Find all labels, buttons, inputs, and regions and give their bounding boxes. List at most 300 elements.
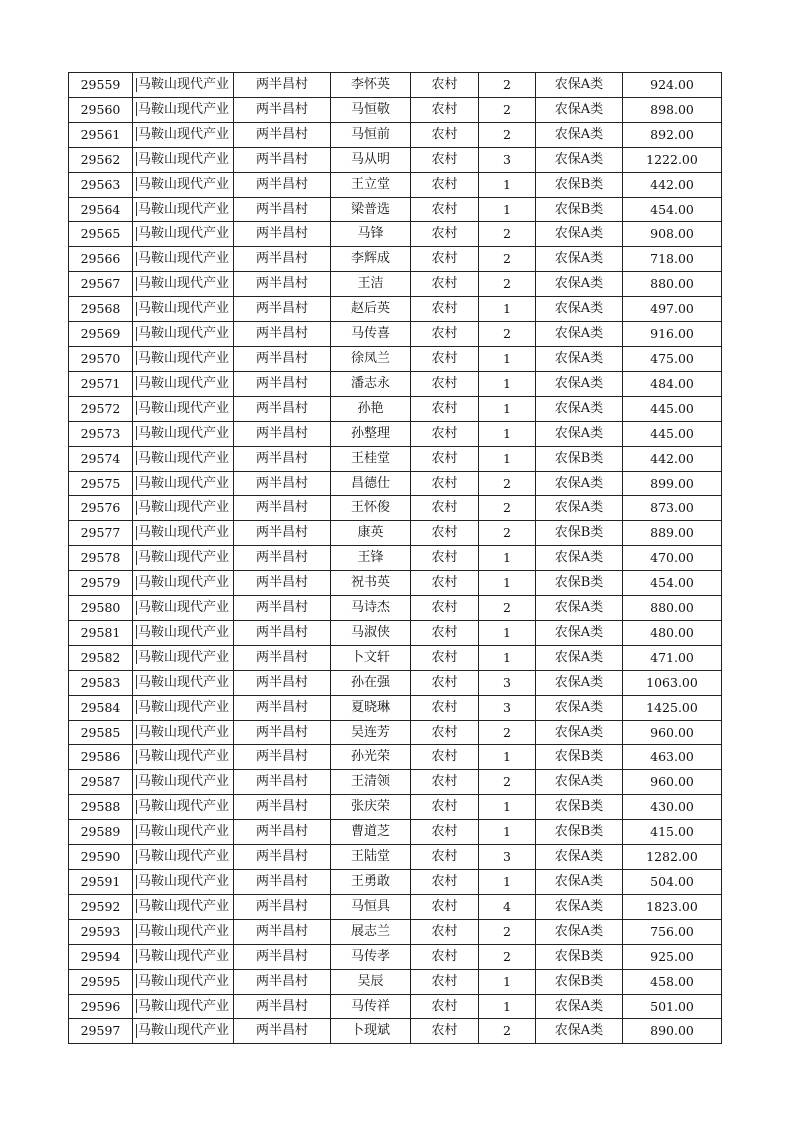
village-cell: 两半昌村 xyxy=(234,695,331,720)
insurance-category-cell: 农保A类 xyxy=(536,720,623,745)
cell-overflow-mark xyxy=(136,227,137,241)
cell-overflow-mark xyxy=(136,102,137,116)
person-name-cell: 卜文轩 xyxy=(331,645,411,670)
table-row xyxy=(69,272,722,297)
person-name-cell: 康英 xyxy=(331,521,411,546)
village-cell: 两半昌村 xyxy=(234,994,331,1019)
amount-cell: 1282.00 xyxy=(623,845,722,870)
member-count-cell: 3 xyxy=(479,670,536,695)
insurance-category-cell: 农保A类 xyxy=(536,546,623,571)
household-type-cell: 农村 xyxy=(411,969,479,994)
table-row xyxy=(69,521,722,546)
village-cell: 两半昌村 xyxy=(234,396,331,421)
organization-cell xyxy=(133,994,234,1019)
table-row xyxy=(69,695,722,720)
member-count-cell: 2 xyxy=(479,97,536,122)
amount-cell: 916.00 xyxy=(623,322,722,347)
cell-overflow-mark xyxy=(136,551,137,565)
household-type-cell: 农村 xyxy=(411,371,479,396)
organization-cell xyxy=(133,944,234,969)
person-name-cell: 梁普选 xyxy=(331,197,411,222)
village-cell: 两半昌村 xyxy=(234,172,331,197)
household-type-cell: 农村 xyxy=(411,770,479,795)
insurance-category-cell: 农保B类 xyxy=(536,944,623,969)
village-cell: 两半昌村 xyxy=(234,770,331,795)
village-cell: 两半昌村 xyxy=(234,745,331,770)
member-count-cell: 2 xyxy=(479,496,536,521)
organization-text: 马鞍山现代产业 xyxy=(138,948,230,964)
organization-cell xyxy=(133,645,234,670)
member-count-cell: 2 xyxy=(479,770,536,795)
organization-text: 马鞍山现代产业 xyxy=(138,251,230,267)
table-row xyxy=(69,1019,722,1044)
record-id-cell: 29588 xyxy=(69,795,133,820)
amount-cell: 475.00 xyxy=(623,346,722,371)
amount-cell: 880.00 xyxy=(623,596,722,621)
cell-overflow-mark xyxy=(136,899,137,913)
table-row xyxy=(69,795,722,820)
cell-overflow-mark xyxy=(136,924,137,938)
amount-cell: 470.00 xyxy=(623,546,722,571)
village-cell: 两半昌村 xyxy=(234,919,331,944)
cell-overflow-mark xyxy=(136,601,137,615)
household-type-cell: 农村 xyxy=(411,322,479,347)
amount-cell: 960.00 xyxy=(623,720,722,745)
organization-text: 马鞍山现代产业 xyxy=(138,301,230,317)
cell-overflow-mark xyxy=(136,800,137,814)
village-cell: 两半昌村 xyxy=(234,670,331,695)
cell-overflow-mark xyxy=(136,302,137,316)
amount-cell: 458.00 xyxy=(623,969,722,994)
insurance-category-cell: 农保A类 xyxy=(536,845,623,870)
organization-text: 马鞍山现代产业 xyxy=(138,77,230,92)
cell-overflow-mark xyxy=(136,700,137,714)
amount-cell: 430.00 xyxy=(623,795,722,820)
record-id-cell: 29564 xyxy=(69,197,133,222)
person-name-cell: 马传喜 xyxy=(331,322,411,347)
insurance-category-cell: 农保A类 xyxy=(536,147,623,172)
household-type-cell: 农村 xyxy=(411,994,479,1019)
person-name-cell: 曹道芝 xyxy=(331,820,411,845)
cell-overflow-mark xyxy=(136,675,137,689)
organization-cell xyxy=(133,97,234,122)
cell-overflow-mark xyxy=(136,152,137,166)
member-count-cell: 2 xyxy=(479,222,536,247)
amount-cell: 454.00 xyxy=(623,571,722,596)
record-id-cell: 29596 xyxy=(69,994,133,1019)
cell-overflow-mark xyxy=(136,974,137,988)
table-row xyxy=(69,670,722,695)
village-cell: 两半昌村 xyxy=(234,322,331,347)
organization-text: 马鞍山现代产业 xyxy=(138,874,230,889)
organization-cell xyxy=(133,969,234,994)
village-cell: 两半昌村 xyxy=(234,795,331,820)
village-cell: 两半昌村 xyxy=(234,147,331,172)
person-name-cell: 马淑侠 xyxy=(331,620,411,645)
household-type-cell: 农村 xyxy=(411,695,479,720)
organization-cell xyxy=(133,122,234,147)
member-count-cell: 2 xyxy=(479,122,536,147)
household-type-cell: 农村 xyxy=(411,172,479,197)
household-type-cell: 农村 xyxy=(411,546,479,571)
organization-text: 马鞍山现代产业 xyxy=(138,326,230,342)
village-cell: 两半昌村 xyxy=(234,521,331,546)
organization-text: 马鞍山现代产业 xyxy=(138,799,230,815)
amount-cell: 471.00 xyxy=(623,645,722,670)
amount-cell: 442.00 xyxy=(623,172,722,197)
person-name-cell: 孙艳 xyxy=(331,396,411,421)
village-cell: 两半昌村 xyxy=(234,371,331,396)
insurance-category-cell: 农保A类 xyxy=(536,596,623,621)
organization-cell xyxy=(133,172,234,197)
organization-cell xyxy=(133,571,234,596)
organization-text: 马鞍山现代产业 xyxy=(138,400,230,416)
household-type-cell: 农村 xyxy=(411,670,479,695)
cell-overflow-mark xyxy=(136,825,137,839)
record-id-cell: 29590 xyxy=(69,845,133,870)
insurance-category-cell: 农保A类 xyxy=(536,396,623,421)
cell-overflow-mark xyxy=(136,177,137,191)
table-row xyxy=(69,446,722,471)
insurance-category-cell: 农保B类 xyxy=(536,521,623,546)
member-count-cell: 2 xyxy=(479,73,536,98)
village-cell: 两半昌村 xyxy=(234,1019,331,1044)
household-type-cell: 农村 xyxy=(411,496,479,521)
table-row xyxy=(69,396,722,421)
record-id-cell: 29586 xyxy=(69,745,133,770)
table-row xyxy=(69,919,722,944)
village-cell: 两半昌村 xyxy=(234,571,331,596)
organization-text: 马鞍山现代产业 xyxy=(138,600,230,616)
household-type-cell: 农村 xyxy=(411,272,479,297)
insurance-category-cell: 农保B类 xyxy=(536,745,623,770)
cell-overflow-mark xyxy=(136,576,137,590)
table-row xyxy=(69,720,722,745)
amount-cell: 873.00 xyxy=(623,496,722,521)
organization-text: 马鞍山现代产业 xyxy=(138,575,230,591)
organization-text: 马鞍山现代产业 xyxy=(138,176,230,192)
village-cell: 两半昌村 xyxy=(234,845,331,870)
member-count-cell: 2 xyxy=(479,720,536,745)
village-cell: 两半昌村 xyxy=(234,97,331,122)
record-id-cell: 29566 xyxy=(69,247,133,272)
person-name-cell: 吴辰 xyxy=(331,969,411,994)
record-id-cell: 29559 xyxy=(69,73,133,98)
member-count-cell: 3 xyxy=(479,147,536,172)
organization-text: 马鞍山现代产业 xyxy=(138,923,230,939)
table-row xyxy=(69,297,722,322)
household-type-cell: 农村 xyxy=(411,571,479,596)
member-count-cell: 2 xyxy=(479,596,536,621)
village-cell: 两半昌村 xyxy=(234,720,331,745)
insurance-category-cell: 农保A类 xyxy=(536,73,623,98)
record-id-cell: 29567 xyxy=(69,272,133,297)
household-type-cell: 农村 xyxy=(411,944,479,969)
person-name-cell: 孙光荣 xyxy=(331,745,411,770)
table-row xyxy=(69,845,722,870)
record-id-cell: 29563 xyxy=(69,172,133,197)
person-name-cell: 张庆荣 xyxy=(331,795,411,820)
insurance-category-cell: 农保B类 xyxy=(536,197,623,222)
organization-cell xyxy=(133,371,234,396)
household-type-cell: 农村 xyxy=(411,845,479,870)
person-name-cell: 马锋 xyxy=(331,222,411,247)
cell-overflow-mark xyxy=(136,850,137,864)
records-table xyxy=(68,72,722,1044)
organization-cell xyxy=(133,820,234,845)
person-name-cell: 马恒具 xyxy=(331,894,411,919)
record-id-cell: 29573 xyxy=(69,421,133,446)
household-type-cell: 农村 xyxy=(411,396,479,421)
person-name-cell: 马诗杰 xyxy=(331,596,411,621)
cell-overflow-mark xyxy=(136,351,137,365)
record-id-cell: 29579 xyxy=(69,571,133,596)
member-count-cell: 1 xyxy=(479,197,536,222)
insurance-category-cell: 农保B类 xyxy=(536,969,623,994)
record-id-cell: 29595 xyxy=(69,969,133,994)
household-type-cell: 农村 xyxy=(411,421,479,446)
organization-cell xyxy=(133,795,234,820)
organization-text: 马鞍山现代产业 xyxy=(138,724,230,740)
insurance-category-cell: 农保A类 xyxy=(536,122,623,147)
village-cell: 两半昌村 xyxy=(234,820,331,845)
person-name-cell: 昌德仕 xyxy=(331,471,411,496)
member-count-cell: 2 xyxy=(479,322,536,347)
member-count-cell: 1 xyxy=(479,396,536,421)
cell-overflow-mark xyxy=(136,252,137,266)
organization-cell xyxy=(133,147,234,172)
household-type-cell: 农村 xyxy=(411,521,479,546)
member-count-cell: 2 xyxy=(479,521,536,546)
village-cell: 两半昌村 xyxy=(234,546,331,571)
cell-overflow-mark xyxy=(136,277,137,291)
village-cell: 两半昌村 xyxy=(234,944,331,969)
member-count-cell: 4 xyxy=(479,894,536,919)
table-row xyxy=(69,346,722,371)
cell-overflow-mark xyxy=(136,1024,137,1038)
household-type-cell: 农村 xyxy=(411,197,479,222)
table-row xyxy=(69,969,722,994)
organization-text: 马鞍山现代产业 xyxy=(138,475,230,491)
insurance-category-cell: 农保A类 xyxy=(536,297,623,322)
household-type-cell: 农村 xyxy=(411,919,479,944)
organization-cell xyxy=(133,919,234,944)
organization-cell xyxy=(133,322,234,347)
amount-cell: 899.00 xyxy=(623,471,722,496)
person-name-cell: 卜现斌 xyxy=(331,1019,411,1044)
member-count-cell: 1 xyxy=(479,745,536,770)
member-count-cell: 1 xyxy=(479,346,536,371)
person-name-cell: 王怀俊 xyxy=(331,496,411,521)
person-name-cell: 王锋 xyxy=(331,546,411,571)
organization-text: 马鞍山现代产业 xyxy=(138,824,230,840)
organization-cell xyxy=(133,546,234,571)
record-id-cell: 29589 xyxy=(69,820,133,845)
village-cell: 两半昌村 xyxy=(234,421,331,446)
person-name-cell: 展志兰 xyxy=(331,919,411,944)
cell-overflow-mark xyxy=(136,327,137,341)
record-id-cell: 29585 xyxy=(69,720,133,745)
amount-cell: 497.00 xyxy=(623,297,722,322)
organization-cell xyxy=(133,346,234,371)
amount-cell: 890.00 xyxy=(623,1019,722,1044)
organization-cell xyxy=(133,670,234,695)
organization-cell xyxy=(133,745,234,770)
table-row xyxy=(69,97,722,122)
insurance-category-cell: 农保B类 xyxy=(536,571,623,596)
member-count-cell: 2 xyxy=(479,471,536,496)
organization-cell xyxy=(133,446,234,471)
household-type-cell: 农村 xyxy=(411,73,479,98)
organization-text: 马鞍山现代产业 xyxy=(138,375,230,391)
insurance-category-cell: 农保A类 xyxy=(536,222,623,247)
village-cell: 两半昌村 xyxy=(234,73,331,98)
member-count-cell: 1 xyxy=(479,969,536,994)
amount-cell: 445.00 xyxy=(623,421,722,446)
insurance-category-cell: 农保A类 xyxy=(536,421,623,446)
record-id-cell: 29575 xyxy=(69,471,133,496)
organization-cell xyxy=(133,596,234,621)
village-cell: 两半昌村 xyxy=(234,620,331,645)
organization-cell xyxy=(133,73,234,98)
table-row xyxy=(69,870,722,895)
member-count-cell: 1 xyxy=(479,297,536,322)
insurance-category-cell: 农保A类 xyxy=(536,645,623,670)
insurance-category-cell: 农保A类 xyxy=(536,670,623,695)
cell-overflow-mark xyxy=(136,78,137,92)
table-row xyxy=(69,944,722,969)
organization-text: 马鞍山现代产业 xyxy=(138,276,230,292)
member-count-cell: 1 xyxy=(479,446,536,471)
record-id-cell: 29591 xyxy=(69,870,133,895)
organization-cell xyxy=(133,521,234,546)
member-count-cell: 1 xyxy=(479,620,536,645)
organization-text: 马鞍山现代产业 xyxy=(138,649,230,665)
amount-cell: 892.00 xyxy=(623,122,722,147)
member-count-cell: 1 xyxy=(479,546,536,571)
village-cell: 两半昌村 xyxy=(234,496,331,521)
household-type-cell: 农村 xyxy=(411,894,479,919)
cell-overflow-mark xyxy=(136,451,137,465)
amount-cell: 1425.00 xyxy=(623,695,722,720)
record-id-cell: 29576 xyxy=(69,496,133,521)
insurance-category-cell: 农保A类 xyxy=(536,870,623,895)
table-row xyxy=(69,122,722,147)
member-count-cell: 1 xyxy=(479,421,536,446)
amount-cell: 415.00 xyxy=(623,820,722,845)
organization-text: 马鞍山现代产业 xyxy=(138,849,230,865)
organization-cell xyxy=(133,845,234,870)
amount-cell: 880.00 xyxy=(623,272,722,297)
cell-overflow-mark xyxy=(136,650,137,664)
amount-cell: 463.00 xyxy=(623,745,722,770)
organization-cell xyxy=(133,272,234,297)
village-cell: 两半昌村 xyxy=(234,222,331,247)
member-count-cell: 3 xyxy=(479,695,536,720)
table-row xyxy=(69,147,722,172)
person-name-cell: 王桂堂 xyxy=(331,446,411,471)
organization-text: 马鞍山现代产业 xyxy=(138,500,230,516)
person-name-cell: 马从明 xyxy=(331,147,411,172)
amount-cell: 1063.00 xyxy=(623,670,722,695)
organization-cell xyxy=(133,496,234,521)
household-type-cell: 农村 xyxy=(411,471,479,496)
insurance-category-cell: 农保B类 xyxy=(536,172,623,197)
record-id-cell: 29580 xyxy=(69,596,133,621)
cell-overflow-mark xyxy=(136,476,137,490)
organization-cell xyxy=(133,247,234,272)
person-name-cell: 马恒敬 xyxy=(331,97,411,122)
village-cell: 两半昌村 xyxy=(234,645,331,670)
household-type-cell: 农村 xyxy=(411,620,479,645)
record-id-cell: 29597 xyxy=(69,1019,133,1044)
member-count-cell: 2 xyxy=(479,247,536,272)
table-row xyxy=(69,496,722,521)
village-cell: 两半昌村 xyxy=(234,870,331,895)
table-row xyxy=(69,322,722,347)
organization-cell xyxy=(133,620,234,645)
insurance-category-cell: 农保A类 xyxy=(536,496,623,521)
organization-text: 马鞍山现代产业 xyxy=(138,998,230,1014)
record-id-cell: 29578 xyxy=(69,546,133,571)
amount-cell: 756.00 xyxy=(623,919,722,944)
person-name-cell: 祝书英 xyxy=(331,571,411,596)
record-id-cell: 29565 xyxy=(69,222,133,247)
record-id-cell: 29561 xyxy=(69,122,133,147)
organization-text: 马鞍山现代产业 xyxy=(138,898,230,914)
person-name-cell: 吴连芳 xyxy=(331,720,411,745)
organization-text: 马鞍山现代产业 xyxy=(138,226,230,242)
organization-cell xyxy=(133,720,234,745)
record-id-cell: 29574 xyxy=(69,446,133,471)
insurance-category-cell: 农保A类 xyxy=(536,894,623,919)
record-id-cell: 29593 xyxy=(69,919,133,944)
organization-text: 马鞍山现代产业 xyxy=(138,1023,230,1039)
cell-overflow-mark xyxy=(136,127,137,141)
amount-cell: 718.00 xyxy=(623,247,722,272)
person-name-cell: 马传孝 xyxy=(331,944,411,969)
organization-text: 马鞍山现代产业 xyxy=(138,699,230,715)
table-row xyxy=(69,994,722,1019)
insurance-category-cell: 农保A类 xyxy=(536,371,623,396)
person-name-cell: 李怀英 xyxy=(331,73,411,98)
household-type-cell: 农村 xyxy=(411,346,479,371)
cell-overflow-mark xyxy=(136,949,137,963)
amount-cell: 924.00 xyxy=(623,73,722,98)
record-id-cell: 29571 xyxy=(69,371,133,396)
record-id-cell: 29587 xyxy=(69,770,133,795)
household-type-cell: 农村 xyxy=(411,147,479,172)
amount-cell: 504.00 xyxy=(623,870,722,895)
organization-cell xyxy=(133,197,234,222)
village-cell: 两半昌村 xyxy=(234,894,331,919)
person-name-cell: 孙整理 xyxy=(331,421,411,446)
member-count-cell: 1 xyxy=(479,571,536,596)
amount-cell: 501.00 xyxy=(623,994,722,1019)
record-id-cell: 29569 xyxy=(69,322,133,347)
organization-cell xyxy=(133,695,234,720)
cell-overflow-mark xyxy=(136,501,137,515)
amount-cell: 908.00 xyxy=(623,222,722,247)
record-id-cell: 29581 xyxy=(69,620,133,645)
organization-text: 马鞍山现代产业 xyxy=(138,525,230,541)
organization-cell xyxy=(133,770,234,795)
household-type-cell: 农村 xyxy=(411,222,479,247)
table-row xyxy=(69,471,722,496)
amount-cell: 889.00 xyxy=(623,521,722,546)
record-id-cell: 29568 xyxy=(69,297,133,322)
insurance-category-cell: 农保A类 xyxy=(536,471,623,496)
